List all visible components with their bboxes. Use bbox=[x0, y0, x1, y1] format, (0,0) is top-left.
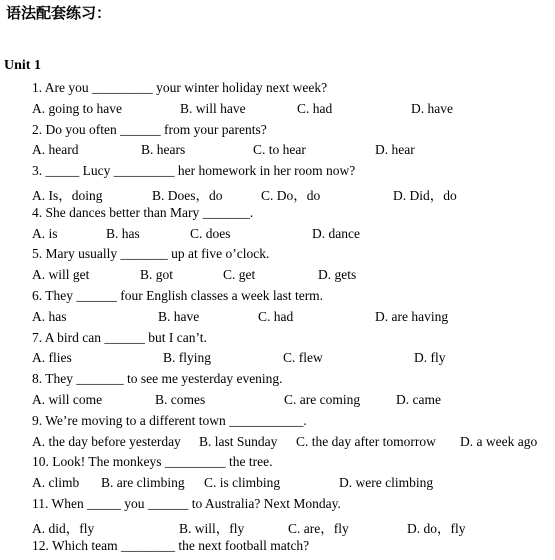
question-text: 8. They _______ to see me yesterday evening. bbox=[32, 371, 283, 387]
question-text: 12. Which team ________ the next football match? bbox=[32, 537, 310, 553]
answer-option: D. came bbox=[396, 392, 441, 407]
answer-option: D. were climbing bbox=[339, 475, 434, 491]
question-text: 7. A bird can ______ but I can’t. bbox=[32, 329, 207, 345]
question-text: 5. Mary usually _______ up at five o’clock. bbox=[32, 246, 270, 262]
answer-option: C. get bbox=[223, 267, 256, 283]
answer-option: A. is bbox=[32, 225, 58, 241]
answer-option: D. fly bbox=[414, 350, 446, 366]
answer-option: D. dance bbox=[312, 225, 360, 241]
answer-option: B. are climbing bbox=[101, 475, 185, 491]
answer-option: C. is climbing bbox=[204, 475, 281, 491]
answer-option: A. climb bbox=[32, 475, 80, 491]
answer-option: B. last Sunday bbox=[199, 433, 278, 449]
answer-option: C. flew bbox=[283, 350, 323, 366]
answer-option: B. will，fly bbox=[179, 520, 245, 536]
answer-option: A. Is，doing bbox=[32, 188, 103, 203]
answer-option: A. going to have bbox=[32, 100, 122, 116]
answer-option: B. flying bbox=[163, 350, 212, 366]
answer-option: A. did，fly bbox=[32, 520, 95, 536]
answer-option: B. will have bbox=[180, 100, 246, 116]
answer-option: B. Does，do bbox=[152, 188, 223, 203]
page-title: 语法配套练习： bbox=[6, 4, 112, 22]
answer-option: D. do，fly bbox=[407, 520, 466, 536]
answer-option: C. does bbox=[190, 225, 231, 241]
answer-option: A. flies bbox=[32, 350, 72, 366]
question-text: 9. We’re moving to a different town ___________. bbox=[32, 412, 307, 428]
question-text: 11. When _____ you ______ to Australia? Next Monday. bbox=[32, 496, 341, 511]
answer-option: D. Did，do bbox=[393, 188, 457, 203]
answer-option: D. hear bbox=[375, 142, 415, 158]
answer-option: A. will get bbox=[32, 267, 90, 283]
answer-option: C. are，fly bbox=[288, 520, 349, 536]
answer-option: C. the day after tomorrow bbox=[296, 433, 436, 449]
question-text: 6. They ______ four English classes a week last term. bbox=[32, 288, 324, 303]
answer-option: A. has bbox=[32, 308, 67, 324]
answer-option: B. have bbox=[158, 308, 200, 324]
question-text: 10. Look! The monkeys _________ the tree. bbox=[32, 454, 273, 470]
answer-option: C. had bbox=[258, 308, 294, 324]
answer-option: D. a week ago bbox=[460, 433, 538, 449]
unit-heading: Unit 1 bbox=[4, 58, 41, 73]
answer-option: C. had bbox=[297, 100, 333, 116]
answer-option: D. are having bbox=[375, 308, 449, 324]
answer-option: A. will come bbox=[32, 392, 103, 407]
answer-option: C. to hear bbox=[253, 142, 306, 158]
answer-option: B. hears bbox=[141, 142, 186, 158]
question-text: 4. She dances better than Mary _______. bbox=[32, 204, 254, 220]
answer-option: C. are coming bbox=[284, 392, 361, 407]
answer-option: A. the day before yesterday bbox=[32, 433, 181, 449]
question-text: 3. _____ Lucy _________ her homework in her room now? bbox=[32, 163, 356, 179]
answer-option: C. Do，do bbox=[261, 188, 321, 203]
answer-option: B. comes bbox=[155, 392, 206, 407]
answer-option: B. got bbox=[140, 267, 174, 283]
answer-option: A. heard bbox=[32, 142, 79, 158]
question-text: 1. Are you _________ your winter holiday next week? bbox=[32, 80, 328, 95]
question-text: 2. Do you often ______ from your parents? bbox=[32, 121, 267, 137]
answer-option: B. has bbox=[106, 225, 140, 241]
answer-option: D. have bbox=[411, 100, 453, 116]
answer-option: D. gets bbox=[318, 267, 357, 283]
